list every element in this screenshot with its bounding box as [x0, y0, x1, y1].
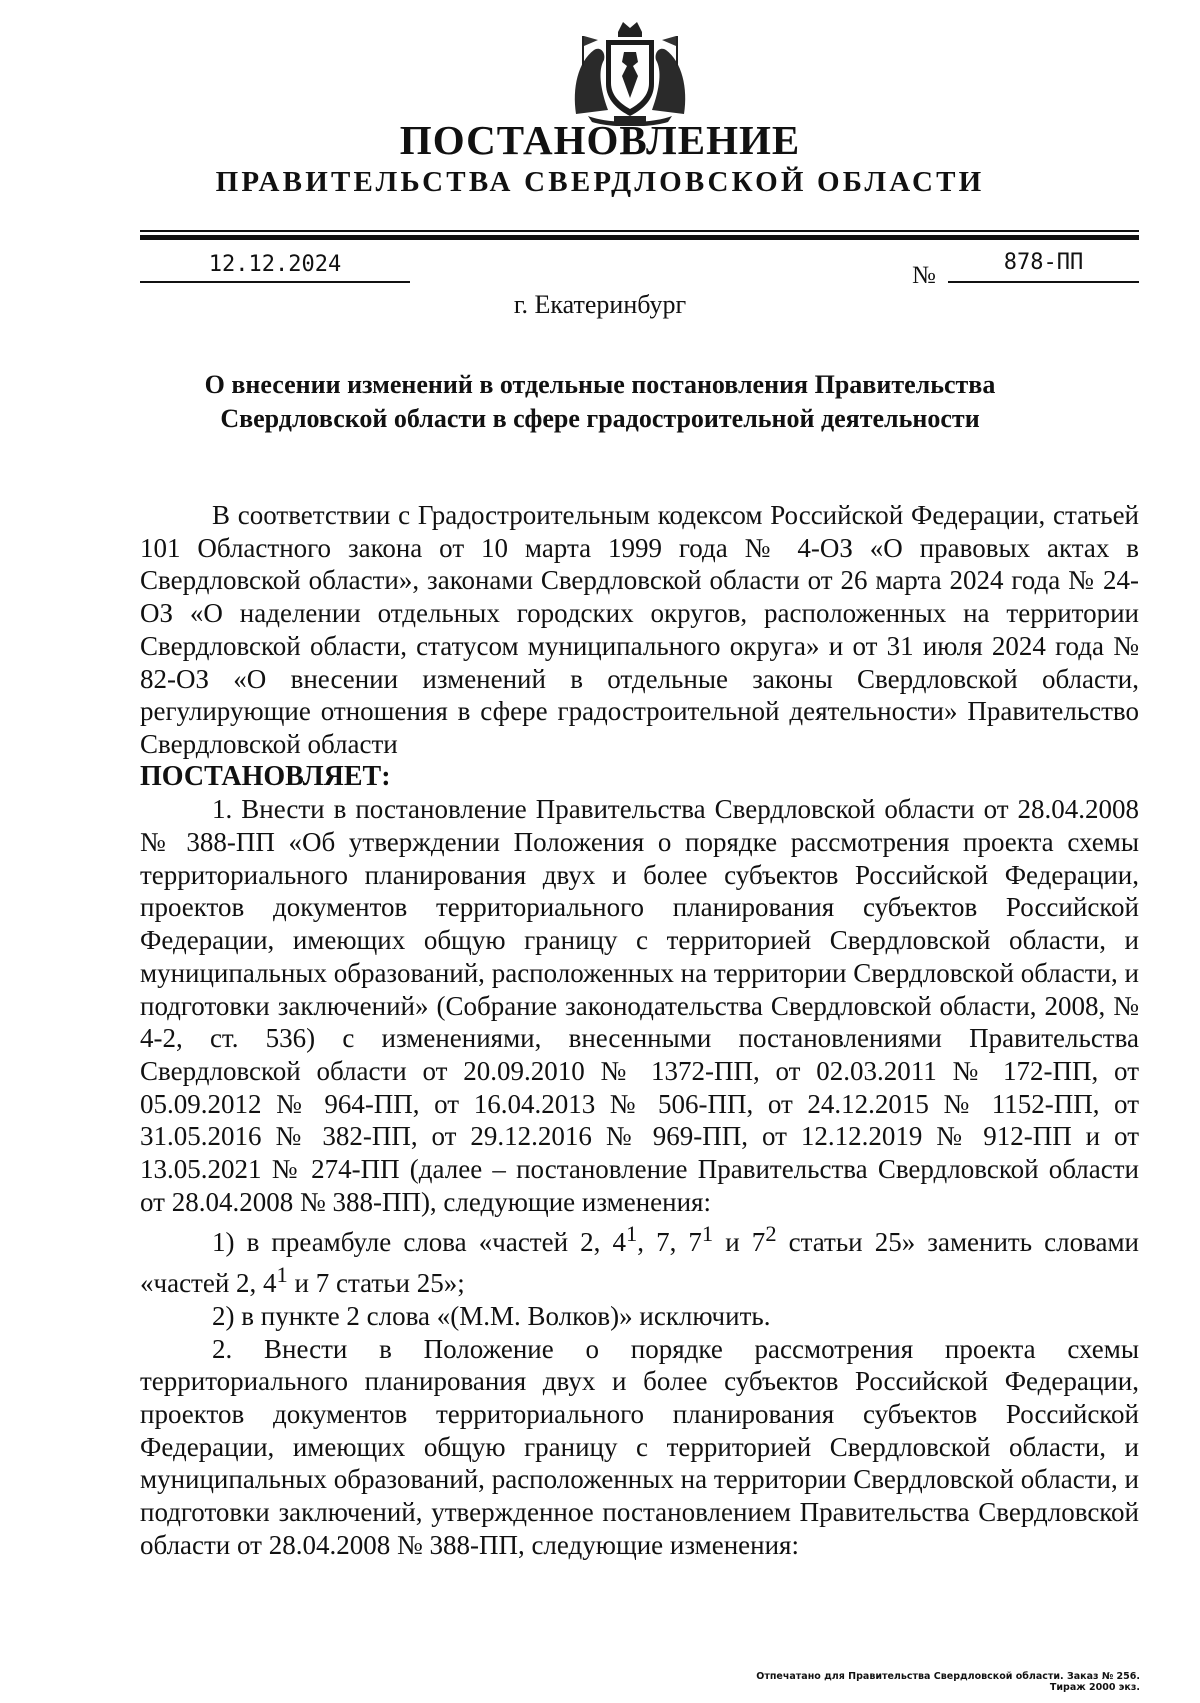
issue-city: г. Екатеринбург	[513, 290, 687, 319]
text-fragment: статьи 25» заменить словами «частей 2, 4	[140, 1227, 1139, 1299]
item-1-1-paragraph	[140, 1218, 1139, 1299]
preamble-paragraph: В соответствии с Градостроительным кодексом Российской Федерации, статьей 101 Областного закона от 10 марта 1999 года № 4-ОЗ «О правовых актах в Свердловской области», законами Свердловской области от 26 марта 2024 года № 24-ОЗ «О наделении отдельных городских округов, расположенных на территории Свердловской области, статусом муниципального округа» и от 31 июля 2024 года № 82-ОЗ «О внесении изменений в отдельные законы Свердловской области, регулирующие отношения в сфере градостроительной деятельности» Правительство Свердловской области	[140, 500, 1139, 759]
header-divider-thick	[140, 235, 1139, 240]
text-fragment: и 7 статьи 25»;	[287, 1268, 465, 1299]
item-2-paragraph: 2. Внести в Положение о порядке рассмотрения проекта схемы территориального планирования двух и более субъектов Российской Федерации, проектов документов территориального планирования субъектов Российской Федерации, имеющих общую границу с территорией Свердловской области, и муниципальных образований, расположенных на территории Свердловской области, и подготовки заключений, утвержденное постановлением Правительства Свердловской области от 28.04.2008 № 388-ПП, следующие изменения:	[140, 1333, 1139, 1560]
coat-of-arms-emblem	[568, 18, 692, 126]
text-fragment: и 7	[713, 1227, 766, 1258]
issuing-authority-heading: ПРАВИТЕЛЬСТВА СВЕРДЛОВСКОЙ ОБЛАСТИ	[215, 166, 985, 198]
document-title	[150, 368, 1050, 436]
print-imprint-note: Отпечатано для Правительства Свердловской области. Заказ № 256. Тираж 2000 экз.	[756, 1671, 1140, 1693]
document-number: 878-ПП	[948, 247, 1139, 283]
superscript: 1	[625, 1221, 638, 1247]
resolves-heading: ПОСТАНОВЛЯЕТ:	[140, 760, 391, 792]
superscript: 2	[765, 1221, 777, 1247]
superscript: 1	[276, 1262, 288, 1288]
document-date: 12.12.2024	[140, 247, 410, 283]
document-body	[140, 499, 1139, 1562]
header-divider-thin	[140, 230, 1139, 232]
document-title-line-1: О внесении изменений в отдельные постановления Правительства	[204, 370, 996, 399]
superscript: 1	[701, 1221, 714, 1247]
number-sign: №	[912, 262, 936, 289]
text-fragment: 1) в преамбуле слова «частей 2, 4	[212, 1227, 626, 1258]
item-1-paragraph: 1. Внести в постановление Правительства Свердловской области от 28.04.2008 № 388-ПП «Об утверждении Положения о порядке рассмотрения проекта схемы территориального планирования двух и более субъектов Российской Федерации, проектов документов территориального планирования субъектов Российской Федерации, имеющих общую границу с территорией Свердловской области, и муниципальных образований, расположенных на территории Свердловской области, и подготовки заключений» (Собрание законодательства Свердловской области, 2008, № 4-2, ст. 536) с изменениями, внесенными постановлениями Правительства Свердловской области от 20.09.2010 № 1372-ПП, от 02.03.2011 № 172-ПП, от 05.09.2012 № 964-ПП, от 16.04.2013 № 506-ПП, от 24.12.2015 № 1152-ПП, от 31.05.2016 № 382-ПП, от 29.12.2016 № 969-ПП, от 12.12.2019 № 912-ПП и от 13.05.2021 № 274-ПП (далее – постановление Правительства Свердловской области от 28.04.2008 № 388-ПП), следующие изменения:	[140, 794, 1139, 1217]
item-1-2-paragraph: 2) в пункте 2 слова «(М.М. Волков)» исключить.	[212, 1300, 771, 1331]
document-title-line-2: Свердловской области в сфере градостроительной деятельности	[220, 404, 980, 433]
document-type-heading: ПОСТАНОВЛЕНИЕ	[399, 117, 801, 163]
text-fragment: , 7, 7	[637, 1227, 702, 1258]
